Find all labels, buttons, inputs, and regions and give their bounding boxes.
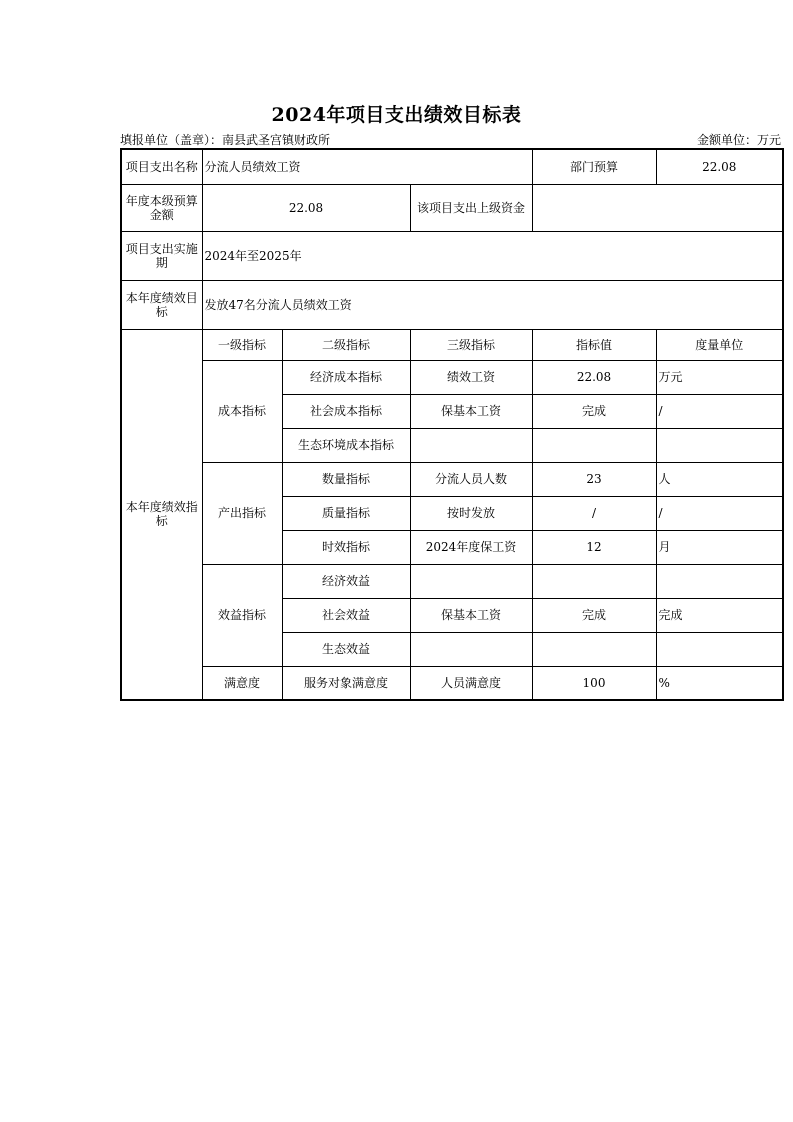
- indicator-unit: [656, 428, 783, 462]
- row-project-name: [121, 149, 783, 184]
- level1-indicator: 满意度: [202, 666, 282, 700]
- period-label: 项目支出实施期: [121, 231, 202, 280]
- indicator-value: 12: [532, 530, 656, 564]
- level2-indicator: 时效指标: [282, 530, 410, 564]
- level3-indicator: 保基本工资: [410, 598, 532, 632]
- indicator-value: 23: [532, 462, 656, 496]
- page-title: 2024年项目支出绩效目标表: [271, 104, 522, 126]
- row-goal: [121, 280, 783, 329]
- col-header-level2: 二级指标: [282, 329, 410, 360]
- level3-indicator: 按时发放: [410, 496, 532, 530]
- indicator-unit: %: [656, 666, 783, 700]
- indicator-value: [532, 632, 656, 666]
- level3-indicator: [410, 632, 532, 666]
- indicator-value: 完成: [532, 394, 656, 428]
- indicator-unit: 人: [656, 462, 783, 496]
- level2-indicator: 社会成本指标: [282, 394, 410, 428]
- col-header-value: 指标值: [532, 329, 656, 360]
- col-header-level3: 三级指标: [410, 329, 532, 360]
- col-header-level1: 一级指标: [202, 329, 282, 360]
- period-value: 2024年至2025年: [202, 231, 783, 280]
- level3-indicator: 保基本工资: [410, 394, 532, 428]
- indicator-value: 22.08: [532, 360, 656, 394]
- level2-indicator: 服务对象满意度: [282, 666, 410, 700]
- dept-budget-value: 22.08: [656, 149, 783, 184]
- goal-label: 本年度绩效目标: [121, 280, 202, 329]
- goal-value: 发放47名分流人员绩效工资: [202, 280, 783, 329]
- performance-table: [120, 148, 784, 701]
- level3-indicator: [410, 564, 532, 598]
- indicator-row: [121, 462, 783, 496]
- indicator-value: /: [532, 496, 656, 530]
- indicator-unit: [656, 564, 783, 598]
- indicator-value: [532, 428, 656, 462]
- level3-indicator: 2024年度保工资: [410, 530, 532, 564]
- indicator-unit: [656, 632, 783, 666]
- level3-indicator: 绩效工资: [410, 360, 532, 394]
- annual-budget-label: 年度本级预算金额: [121, 184, 202, 231]
- indicator-unit: 万元: [656, 360, 783, 394]
- level3-indicator: 分流人员人数: [410, 462, 532, 496]
- superior-funds-value: [532, 184, 783, 231]
- level3-indicator: 人员满意度: [410, 666, 532, 700]
- indicator-row: [121, 666, 783, 700]
- row-period: [121, 231, 783, 280]
- level2-indicator: 生态效益: [282, 632, 410, 666]
- amount-unit: 金额单位：万元: [696, 133, 781, 147]
- indicator-unit: 完成: [656, 598, 783, 632]
- project-name-value: 分流人员绩效工资: [202, 149, 532, 184]
- level2-indicator: 经济效益: [282, 564, 410, 598]
- annual-budget-value: 22.08: [202, 184, 410, 231]
- level2-indicator: 质量指标: [282, 496, 410, 530]
- level2-indicator: 生态环境成本指标: [282, 428, 410, 462]
- project-name-label: 项目支出名称: [121, 149, 202, 184]
- indicator-row: [121, 564, 783, 598]
- level2-indicator: 社会效益: [282, 598, 410, 632]
- superior-funds-label: 该项目支出上级资金: [410, 184, 532, 231]
- indicator-unit: 月: [656, 530, 783, 564]
- indicator-unit: /: [656, 394, 783, 428]
- indicator-header-row: [121, 329, 783, 360]
- indicator-value: [532, 564, 656, 598]
- reporting-unit: 填报单位（盖章）：南县武圣宫镇财政所: [120, 133, 331, 147]
- level1-indicator: 成本指标: [202, 360, 282, 462]
- level2-indicator: 经济成本指标: [282, 360, 410, 394]
- level2-indicator: 数量指标: [282, 462, 410, 496]
- indicator-value: 完成: [532, 598, 656, 632]
- level3-indicator: [410, 428, 532, 462]
- level1-indicator: 效益指标: [202, 564, 282, 666]
- indicator-unit: /: [656, 496, 783, 530]
- level1-indicator: 产出指标: [202, 462, 282, 564]
- col-header-unit: 度量单位: [656, 329, 783, 360]
- indicator-section-label: 本年度绩效指标: [121, 329, 202, 700]
- indicator-value: 100: [532, 666, 656, 700]
- indicator-row: [121, 360, 783, 394]
- dept-budget-label: 部门预算: [532, 149, 656, 184]
- row-annual-budget: [121, 184, 783, 231]
